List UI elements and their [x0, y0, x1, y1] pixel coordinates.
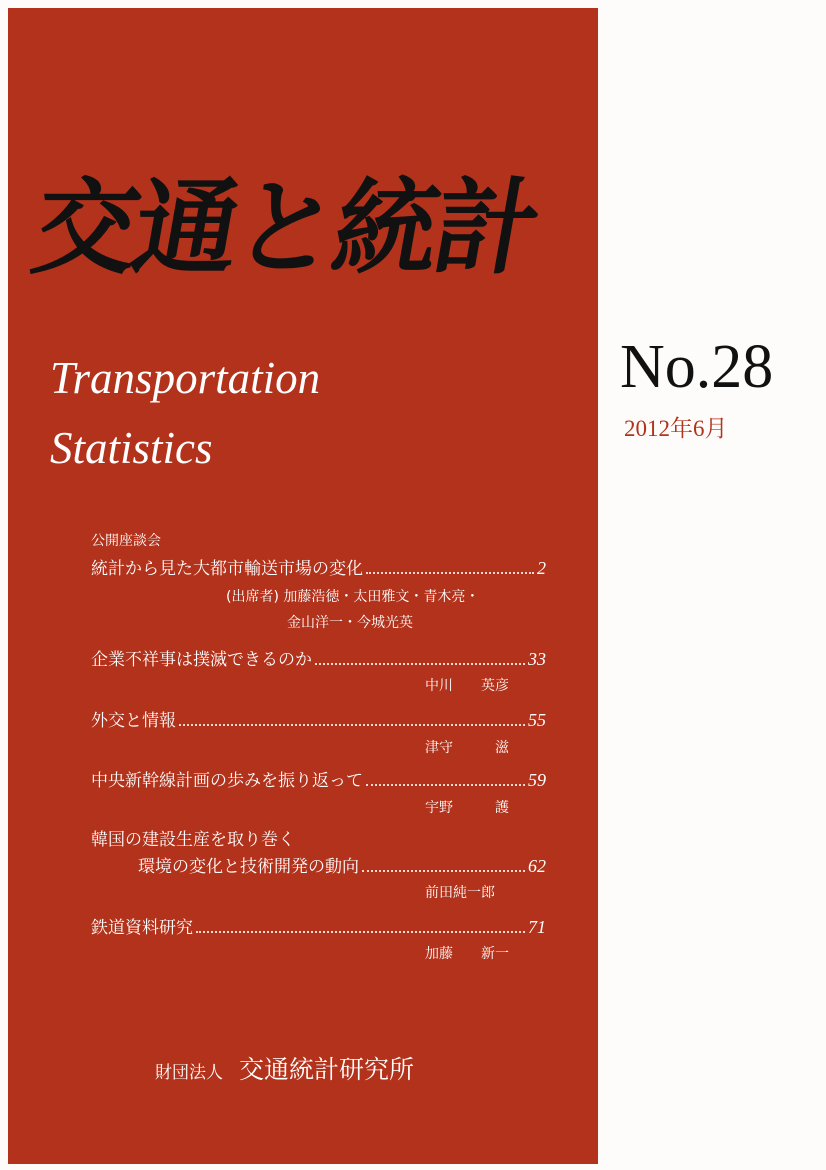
toc-entry-4 — [91, 766, 546, 791]
toc-entry-page: 33 — [528, 649, 546, 669]
toc-entry-page: 55 — [528, 710, 546, 730]
author-given-name: 滋 — [495, 740, 509, 756]
author-family-name: 津守 — [425, 740, 453, 756]
toc-entry-title: 企業不祥事は撲滅できるのか — [91, 650, 312, 670]
leader-dots — [315, 663, 525, 665]
toc-entry-author — [425, 675, 509, 695]
toc-entry-page: 71 — [528, 917, 546, 937]
publisher-name: 交通統計研究所 — [239, 1055, 415, 1084]
toc-entry-author — [425, 737, 509, 757]
author-given-name: 新一 — [481, 946, 509, 962]
toc-entry-3 — [91, 706, 546, 731]
toc-entry-page: 59 — [528, 770, 546, 790]
journal-title-jp: 交通と統計 — [24, 167, 546, 289]
author-family-name: 加藤 — [425, 946, 453, 962]
toc-entry-participants-line2: 金山洋一・今城光英 — [287, 615, 413, 631]
journal-title-en-line1: Transportation — [50, 353, 321, 403]
leader-dots — [196, 931, 525, 933]
publisher-prefix: 財団法人 — [155, 1063, 223, 1083]
toc-entry-title: 環境の変化と技術開発の動向 — [138, 857, 359, 877]
toc-entry-participants-line1: (出席者) 加藤浩徳・太田雅文・青木亮・ — [226, 589, 480, 605]
issue-number: No.28 — [620, 333, 774, 401]
toc-entry-5-title-line1: 韓国の建設生産を取り巻く — [91, 830, 295, 850]
journal-title-en-line2: Statistics — [50, 423, 213, 473]
toc-entry-page: 62 — [528, 856, 546, 876]
leader-dots — [179, 724, 525, 726]
author-family-name: 宇野 — [425, 800, 453, 816]
author-given-name: 護 — [495, 800, 509, 816]
leader-dots — [366, 784, 525, 786]
toc-entry-title: 外交と情報 — [91, 711, 176, 731]
toc-entry-1 — [91, 554, 546, 579]
toc-entry-5 — [138, 852, 546, 877]
publisher — [155, 1050, 414, 1086]
author-family-name: 中川 — [425, 678, 453, 694]
toc-entry-author — [425, 797, 509, 817]
toc-section-label: 公開座談会 — [91, 533, 161, 549]
toc-entry-title: 統計から見た大都市輸送市場の変化 — [91, 559, 363, 579]
author-given-name: 英彦 — [481, 678, 509, 694]
toc-entry-author — [425, 943, 509, 963]
toc-entry-page: 2 — [537, 558, 546, 578]
toc-entry-title: 鉄道資料研究 — [91, 918, 193, 938]
issue-date: 2012年6月 — [624, 416, 728, 441]
toc-entry-6 — [91, 913, 546, 938]
leader-dots — [366, 572, 534, 574]
toc-entry-title: 中央新幹線計画の歩みを振り返って — [91, 771, 363, 791]
toc-entry-author: 前田純一郎 — [425, 885, 495, 901]
toc-entry-2 — [91, 645, 546, 670]
leader-dots — [362, 870, 525, 872]
